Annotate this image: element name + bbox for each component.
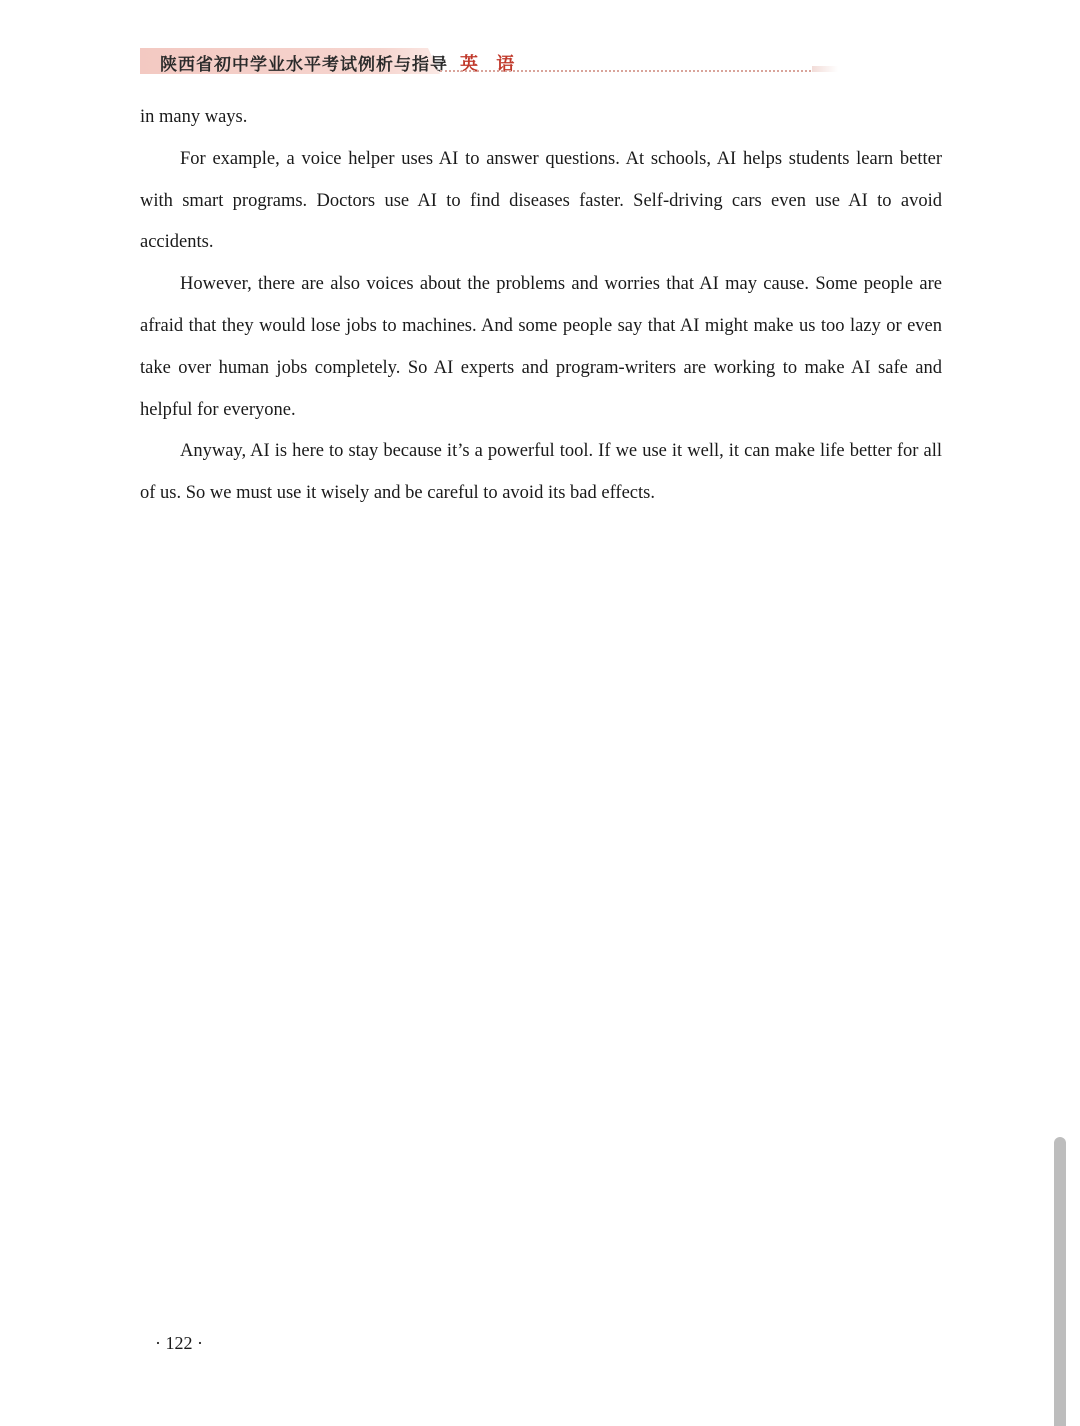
paragraph-continuation: in many ways. (140, 107, 248, 127)
paragraph-worries: However, there are also voices about the problems and worries that AI may cause. Some people are afraid that they would lose jobs to machines. And some people say that AI might make us too lazy or even take over human jobs completely. So AI experts and program-writers are working to make AI safe and helpful for everyone. (140, 274, 942, 420)
book-title: 陕西省初中学业水平考试例析与指导 (160, 55, 448, 75)
scrollbar-thumb[interactable] (1054, 1137, 1066, 1426)
paragraph-conclusion: Anyway, AI is here to stay because it’s a powerful tool. If we use it well, it can make life better for all of us. So we must use it wisely and be careful to avoid its bad effects. (140, 441, 942, 504)
header-divider-fade (812, 66, 838, 72)
page-number: · 122 · (155, 1333, 203, 1353)
passage-body (140, 97, 942, 515)
paragraph-examples: For example, a voice helper uses AI to answer questions. At schools, AI helps students learn better with smart programs. Doctors use AI to find diseases faster. Self-driving cars even use AI to avoid accidents. (140, 148, 942, 253)
subject-label: 英 语 (460, 54, 521, 75)
header-divider (440, 70, 815, 72)
